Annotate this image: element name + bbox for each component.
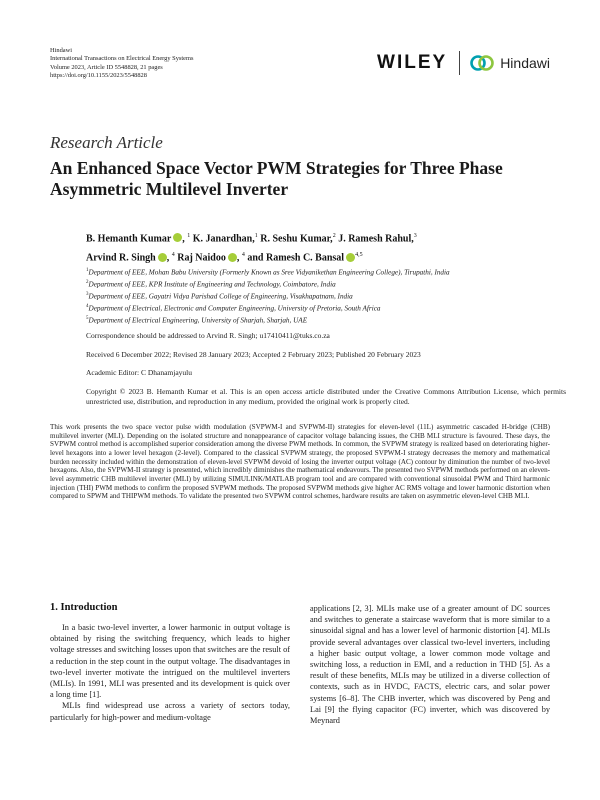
affiliation-item: [86, 290, 566, 302]
section-heading: 1. Introduction: [50, 602, 118, 613]
affiliation-number: 5: [86, 315, 89, 321]
wiley-logo: WILEY: [377, 52, 448, 73]
author-name: Raj Naidoo: [177, 252, 226, 264]
author-name: B. Hemanth Kumar: [86, 233, 172, 245]
publication-dates: Received 6 December 2022; Revised 28 January 2023; Accepted 2 February 2023; Published 20 February 2023: [86, 350, 421, 359]
journal-meta: [50, 47, 193, 81]
author-list: [86, 228, 556, 267]
affiliations: [86, 266, 566, 325]
author-sep: ,: [166, 252, 172, 264]
hindawi-logo-text: Hindawi: [500, 55, 550, 71]
correspondence: Correspondence should be addressed to Arvind R. Singh; u17410411@tuks.co.za: [86, 331, 330, 340]
copyright-notice: [86, 387, 566, 407]
logo-divider: [459, 51, 460, 75]
author-name: R. Seshu Kumar,: [260, 233, 333, 245]
affiliation-text: Department of EEE, Mohan Babu University (Formerly Known as Sree Vidyanikethan Engineering College), Tirupathi, India: [88, 268, 450, 277]
article-type: Research Article: [50, 133, 163, 152]
affiliation-item: [86, 314, 566, 326]
author-affil-sup: 1: [187, 233, 191, 239]
academic-editor: Academic Editor: C Dhanamjayulu: [86, 368, 193, 377]
article-title: An Enhanced Space Vector PWM Strategies for Three Phase Asymmetric Multilevel Inverter: [50, 158, 503, 199]
orcid-icon[interactable]: [228, 253, 237, 262]
abstract: [50, 423, 550, 501]
publisher-logos: [377, 50, 550, 76]
affiliation-number: 4: [86, 303, 89, 309]
author-name: K. Janardhan,: [192, 233, 255, 245]
copyright-text: Copyright © 2023 B. Hemanth Kumar et al. This is an open access article distributed under the Creative Commons Attribution License, which permits unrestricted use, distribution, and reproduction in any medium, provided the original work is properly cited.: [86, 387, 566, 406]
affiliation-item: [86, 266, 566, 278]
body-column-left: [50, 622, 290, 723]
author-affil-sup: 3: [413, 233, 417, 239]
volume-info: Volume 2023, Article ID 5548828, 21 pages: [50, 63, 163, 71]
affiliation-text: Department of EEE, Gayatri Vidya Parishad College of Engineering, Visakhapatnam, India: [88, 292, 353, 301]
author-name: and Ramesh C. Bansal: [247, 252, 345, 264]
affiliation-text: Department of Electrical, Electronic and Computer Engineering, University of Pretoria, South Africa: [88, 304, 381, 313]
author-affil-sup: 2: [332, 233, 336, 239]
orcid-icon[interactable]: [346, 253, 355, 262]
author-sep: ,: [236, 252, 242, 264]
body-paragraph: applications [2, 3]. MLIs make use of a greater amount of DC sources and switches to generate a staircase waveform that is more similar to a sinusoidal signal and has a lower level of harmonic distortion [4]. MLIs provide several advantages over classical two-level inverters, including a higher basic output voltage, a lower common mode voltage and switching loss, a reduction in EMI, and a reduction in THD [5]. As a result of these benefits, MLIs may be utilized in a diverse collection of contexts, such as in HVDC, FACTS, electric cars, and solar power systems [6–8]. The CHB inverter, which was discovered by Peng and Lai [9] the flying capacitor (FC) inverter, which was discovered by Meynard: [310, 604, 550, 726]
affiliation-number: 3: [86, 291, 89, 297]
publisher-name: Hindawi: [50, 47, 73, 54]
author-sep: ,: [182, 233, 188, 245]
author-affil-sup: 1: [254, 233, 258, 239]
journal-name: International Transactions on Electrical Energy Systems: [50, 55, 194, 63]
affiliation-number: 1: [86, 268, 89, 273]
orcid-icon[interactable]: [173, 233, 182, 242]
body-paragraph: MLIs find widespread use across a variety of sectors today, particularly for high-power and medium-voltage: [50, 701, 290, 722]
hindawi-logo-icon: [469, 54, 495, 72]
affiliation-item: [86, 302, 566, 314]
affiliation-number: 2: [86, 279, 89, 285]
abstract-text: This work presents the two space vector pulse width modulation (SVPWM-I and SVPWM-II) strategies for eleven-level (11L) asymmetric cascaded H-bridge (CHB) multilevel inverter (MLI). Depending on the isolated structure and nonappearance of capacitor voltage balancing issues, the CHB MLI structure is favoured. These days, the SVPWM control method is accomplished superior consideration among the diverse PWM methods. In common, the SVPWM strategy is realized based on deteriorating higher-level hexagons into a lower level hexagon (2-level). Compared to the classical SVPWM strategy, the proposed SVPWM-I strategy decreases the memory and mathematical burden necessity included within the demonstration of eleven-level SVPWM devoid of losing the inverter output voltage (AC) contour by diminution the number of two-level hexagons. Also, the SVPWM-II strategy is presented, which incredibly diminishes the mathematical endeavours. The presented two SVPWM methods performed on an eleven-level asymmetric CHB multilevel inverter (MLI) by utilizing SIMULINK/MATLAB program tool and are compared with conventional sinusoidal PWM and Third harmonic injection (THI) PWM methods to confirm the proposed SVPWM methods. The proposed SVPWM methods give higher AC RMS voltage and lower harmonic distortion when compared to SPWM and THIPWM methods. To validate the presented two SVPWM control schemes, hardware results are taken on asymmetric eleven-level CHB MLI.: [50, 423, 550, 501]
body-paragraph: In a basic two-level inverter, a lower harmonic in output voltage is obtained by rising the switching frequency, which leads to higher voltage stresses and switching losses upon that switches are the result of a reduction in the step count in the output voltage. The disadvantages in two-level inverter motivate the intrigued on the multilevel inverters (MLIs). In 1991, MLI was presented and its development is quick over a long time [1].: [50, 623, 290, 700]
author-affil-sup: 4,5: [355, 252, 363, 259]
affiliation-text: Department of Electrical Engineering, University of Sharjah, Sharjah, UAE: [88, 315, 308, 324]
author-affil-sup: 4: [241, 252, 245, 259]
author-name: J. Ramesh Rahul,: [338, 233, 414, 245]
author-affil-sup: 4: [171, 252, 175, 259]
affiliation-item: [86, 278, 566, 290]
author-name: Arvind R. Singh: [86, 252, 156, 264]
body-column-right: [310, 603, 550, 726]
affiliation-text: Department of EEE, KPR Institute of Engineering and Technology, Coimbatore, India: [88, 280, 336, 289]
orcid-icon[interactable]: [158, 253, 167, 262]
doi-link[interactable]: https://doi.org/10.1155/2023/5548828: [50, 72, 147, 80]
